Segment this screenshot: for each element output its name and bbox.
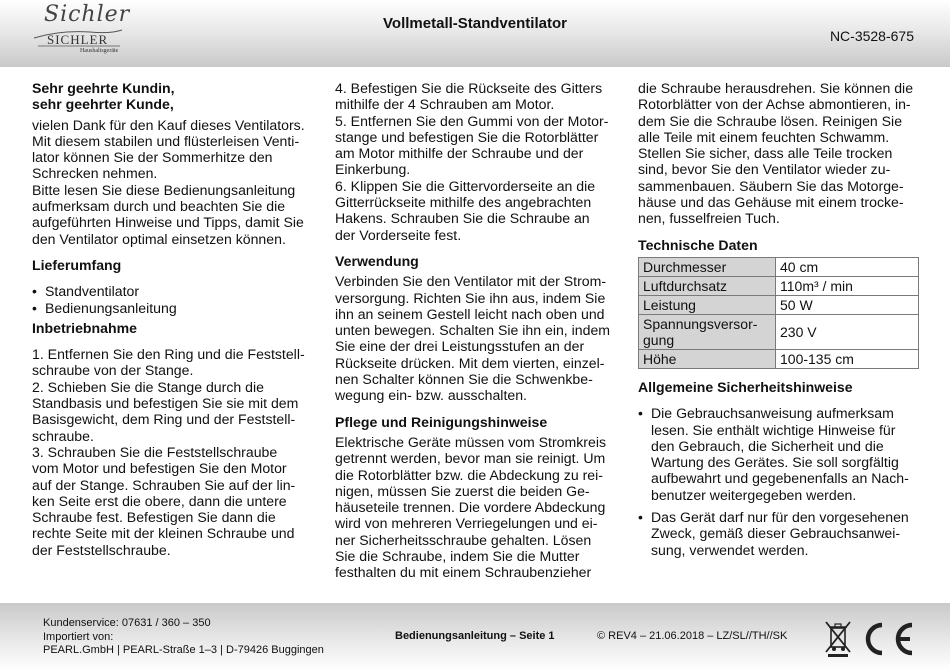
safety-line: • Die Gebrauchsanweisung aufmerksam [651, 405, 894, 422]
tech-key: Luftdurchsatz [639, 276, 776, 295]
logo-name: SICHLER [47, 32, 109, 47]
article-number: NC-3528-675 [829, 28, 914, 44]
logo-script: Sichler [44, 2, 131, 27]
greeting-line-2: sehr geehrter Kunde, [32, 96, 174, 113]
intro-line: Bitte lesen Sie diese Bedienungsanleitung [32, 181, 296, 198]
care-line: getrennt werden, bevor man sie reinigt. Um [335, 450, 606, 467]
setup-line: Einkerbung. [335, 161, 411, 178]
safety-line: sung, verwendet werden. [651, 541, 809, 558]
weee-crossed-bin-icon [823, 619, 853, 657]
setup-line: 3. Schrauben Sie die Feststellschraube [32, 443, 278, 460]
setup-line: Schraube fest. Befestigen Sie dann die [32, 509, 276, 526]
setup-line: schraube von der Stange. [32, 362, 194, 379]
safety-item [638, 405, 920, 503]
column-1 [32, 80, 314, 558]
care-line: sammenbauen. Säubern Sie das Motorge- [638, 177, 904, 194]
safety-line: • Das Gerät darf nur für den vorgesehenen [651, 509, 909, 526]
usage-line: wegung ein- bzw. ausschalten. [335, 387, 527, 404]
page-footer [0, 603, 950, 670]
scope-item: • Bedienungsanleitung [32, 300, 314, 316]
scope-item: • Standventilator [32, 283, 314, 299]
intro-line: Schrecken nehmen. [32, 165, 158, 182]
care-line: wird von mehreren Verriegelungen und ei- [335, 515, 598, 532]
importer-address: PEARL.GmbH | PEARL-Straße 1–3 | D-79426 Buggingen [43, 644, 324, 656]
safety-line: lesen. Sie enthält wichtige Hinweise für [651, 421, 896, 438]
care-line: häuse und das Gehäuse mit einem trocke- [638, 194, 904, 211]
tech-data-table [638, 257, 919, 369]
setup-line: 6. Klippen Sie die Gittervorderseite an die [335, 177, 596, 194]
usage-line: Verbinden Sie den Ventilator mit der Strom- [335, 273, 607, 290]
intro-line: aufmerksam durch und beachten Sie die [32, 198, 286, 215]
care-line: sind, bevor Sie den Ventilator wieder zu- [638, 161, 891, 178]
care-line: nen, fusselfreien Tuch. [638, 210, 780, 227]
usage-heading: Verwendung [335, 252, 419, 269]
care-line: Rotorblätter von der Achse abmontieren, in- [638, 96, 911, 113]
tech-value: 230 V [776, 314, 919, 349]
setup-line: 5. Entfernen Sie den Gummi von der Motor- [335, 112, 609, 129]
column-3 [638, 80, 920, 558]
intro-line: vielen Dank für den Kauf dieses Ventilators. [32, 116, 305, 133]
setup-line: stange und befestigen Sie die Rotorblätter [335, 128, 599, 145]
tech-key: Leistung [639, 295, 776, 314]
care-line: nigen, müssen Sie zuerst die beiden Ge- [335, 482, 590, 499]
setup-line: vom Motor und befestigen Sie den Motor [32, 460, 287, 477]
safety-line: aufbewahrt und gegebenenfalls an Nach- [651, 470, 909, 487]
ce-mark-icon [858, 621, 918, 657]
care-line: ner Sicherheitsschraube gehalten. Lösen [335, 531, 592, 548]
tech-key: Durchmesser [639, 257, 776, 276]
setup-line: Gitterrückseite mithilfe des angebrachten [335, 194, 592, 211]
safety-item [638, 509, 920, 558]
revision-info: © REV4 – 21.06.2018 – LZ/SL//TH//SK [597, 630, 788, 642]
care-heading: Pflege und Reinigungshinweise [335, 413, 548, 430]
usage-line: ihn an seinem Gestell leicht nach oben und [335, 305, 605, 322]
tech-value: 40 cm [776, 257, 919, 276]
greeting-line-1: Sehr geehrte Kundin, [32, 80, 175, 96]
care-line: Stellen Sie sicher, dass alle Teile trocken [638, 145, 893, 162]
care-line: die Schraube herausdrehen. Sie können die [638, 80, 914, 96]
usage-line: Sie eine der drei Leistungsstufen an der [335, 338, 585, 355]
setup-line: schraube. [32, 427, 94, 444]
intro-line: aufgeführten Hinweise und Tipps, damit Sie [32, 214, 304, 231]
intro-line: lator können Sie der Sommerhitze den [32, 149, 273, 166]
logo-subtitle: Haushaltsgeräte [80, 48, 119, 54]
usage-line: versorgung. Richten Sie ihn aus, indem Sie [335, 289, 606, 306]
table-row [639, 276, 919, 295]
table-row [639, 349, 919, 368]
setup-heading: Inbetriebnahme [32, 319, 137, 336]
setup-line: auf der Stange. Schrauben Sie auf der lin- [32, 476, 296, 493]
care-line: festhalten du mit einem Schraubenzieher [335, 564, 592, 581]
intro-line: den Ventilator optimal einsetzen können. [32, 230, 286, 247]
care-line: Sie die Schraube, indem Sie die Mutter [335, 548, 580, 565]
care-line: häuseteile trennen. Die vordere Abdeckung [335, 499, 606, 516]
scope-list [32, 283, 314, 316]
intro-line: Mit diesem stabilen und flüsterleisen Venti- [32, 132, 300, 149]
setup-line: mithilfe der 4 Schrauben am Motor. [335, 96, 555, 113]
column-2 [335, 80, 617, 581]
page-number: Bedienungsanleitung – Seite 1 [395, 630, 555, 642]
setup-line: rechte Seite mit der kleinen Schraube und [32, 525, 295, 542]
table-row [639, 295, 919, 314]
tech-value: 100-135 cm [776, 349, 919, 368]
setup-line: Standbasis und befestigen Sie sie mit dem [32, 395, 299, 412]
tech-heading: Technische Daten [638, 236, 758, 253]
care-line: Elektrische Geräte müssen vom Stromkreis [335, 433, 606, 450]
safety-line: Zweck, gemäß dieser Gebrauchsanwei- [651, 525, 901, 542]
safety-line: Wartung des Gerätes. Sie soll sorgfältig [651, 454, 899, 471]
scope-heading: Lieferumfang [32, 256, 122, 273]
customer-service: Kundenservice: 07631 / 360 – 350 [43, 617, 211, 629]
setup-line: am Motor mithilfe der Schraube und der [335, 145, 584, 162]
setup-line: Hakens. Schrauben Sie die Schraube an [335, 210, 590, 227]
page-header [0, 0, 950, 67]
tech-key: Höhe [639, 349, 776, 368]
setup-steps [32, 346, 314, 558]
care-line: dem Sie die Schraube lösen. Reinigen Sie [638, 112, 903, 129]
usage-line: Rückseite drücken. Mit dem vierten, einzel- [335, 354, 605, 371]
tech-key: Spannungsversor- gung [639, 314, 776, 349]
safety-list [638, 405, 920, 558]
setup-line: 2. Schieben Sie die Stange durch die [32, 378, 264, 395]
setup-line: 1. Entfernen Sie den Ring und die Feststell- [32, 346, 305, 363]
tech-value: 110m³ / min [776, 276, 919, 295]
setup-line: Basisgewicht, dem Ring und der Feststell- [32, 411, 296, 428]
tech-value: 50 W [776, 295, 919, 314]
setup-line: 4. Befestigen Sie die Rückseite des Gitters [335, 80, 603, 96]
footer-contact [43, 617, 324, 658]
usage-line: unten bewegen. Schalten Sie ihn ein, indem [335, 322, 611, 339]
table-row [639, 257, 919, 276]
care-line: die Rotorblätter bzw. die Abdeckung zu rei- [335, 466, 603, 483]
imported-by-label: Importiert von: [43, 630, 114, 643]
usage-line: nen Schalter können Sie die Schwenkbe- [335, 371, 593, 388]
safety-line: benutzer weitergegeben werden. [651, 486, 857, 503]
safety-line: den Gebrauch, die Sicherheit und die [651, 437, 884, 454]
care-line: alle Teile mit einem feuchten Schwamm. [638, 128, 890, 145]
table-row [639, 314, 919, 349]
safety-heading: Allgemeine Sicherheitshinweise [638, 378, 853, 395]
document-title: Vollmetall-Standventilator [383, 15, 567, 32]
setup-line: ken Seite erst die obere, dann die untere [32, 492, 287, 509]
setup-line: der Vorderseite fest. [335, 226, 462, 243]
setup-line: der Feststellschraube. [32, 541, 171, 558]
